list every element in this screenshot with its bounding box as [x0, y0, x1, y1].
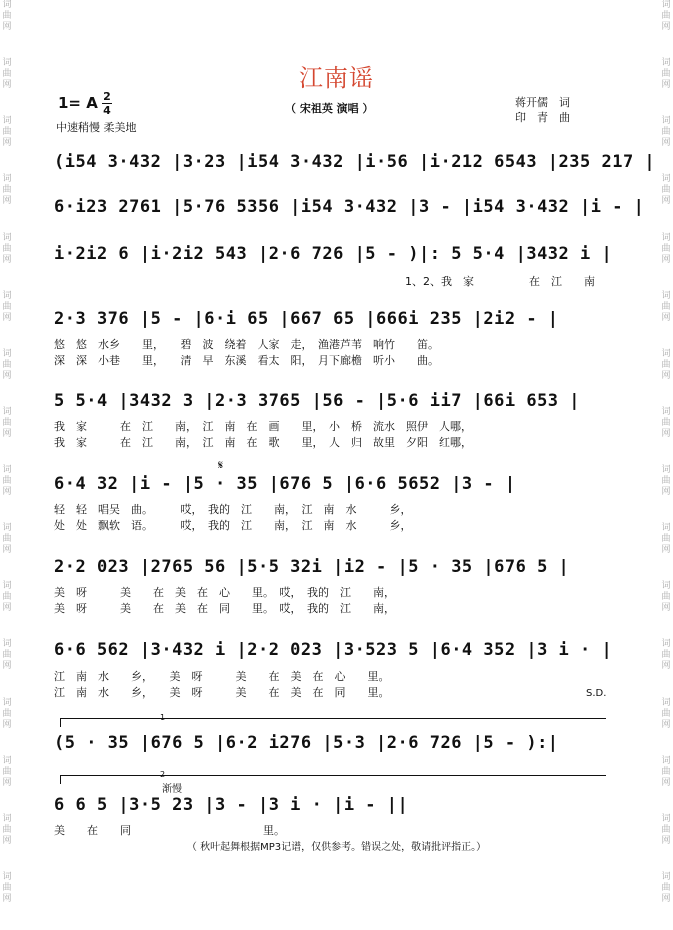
watermark-char: 曲	[2, 534, 12, 545]
watermark-char: 曲	[661, 592, 671, 603]
watermark-char: 词	[2, 174, 12, 185]
score-row-9: (5 · 35 |676 5 |6·2 i276 |5·3 |2·6 726 |5 - ):|	[54, 733, 559, 753]
watermark-char: 网	[661, 603, 671, 614]
watermark-left	[0, 0, 14, 930]
watermark-char: 词	[2, 406, 12, 417]
watermark-char: 网	[661, 719, 671, 730]
watermark-char: 网	[661, 138, 671, 149]
score-row-8: 6·6 562 |3·432 i |2·2 023 |3·523 5 |6·4 352 |3 i · |	[54, 640, 613, 660]
watermark-char: 词	[2, 755, 12, 766]
watermark-char: 网	[2, 893, 12, 904]
watermark-char: 曲	[2, 476, 12, 486]
watermark-char: 词	[2, 232, 12, 243]
watermark-char: 词	[661, 58, 671, 69]
watermark-char: 网	[661, 835, 671, 846]
watermark-char: 曲	[661, 708, 671, 719]
watermark-char: 词	[661, 290, 671, 301]
watermark-char: 网	[661, 661, 671, 672]
watermark-char: 曲	[661, 417, 671, 428]
watermark-char: 词	[2, 58, 12, 69]
watermark-char: 曲	[2, 301, 12, 312]
watermark-char: 网	[661, 893, 671, 904]
score-row-10: 6 6 5 |3·5 23 |3 - |3 i · |i - ||	[54, 795, 409, 815]
watermark-char: 词	[661, 348, 671, 359]
watermark-char: 曲	[661, 243, 671, 254]
watermark-char: 词	[2, 116, 12, 127]
lyric-row-10: 美 在 同 里。	[54, 824, 285, 837]
volta-2-number: 2	[160, 770, 166, 779]
watermark-char: 词	[661, 813, 671, 824]
lyricist-credit: 蒋开儒 词	[515, 96, 570, 109]
watermark-char: 词	[661, 0, 671, 10]
score-row-3: i·2i2 6 |i·2i2 543 |2·6 726 |5 - )|: 5 5·4 |3432 i |	[54, 244, 613, 264]
watermark-char: 词	[661, 697, 671, 708]
singer-credit: （ 宋祖英 演唱 ）	[285, 102, 374, 115]
watermark-char: 词	[2, 813, 12, 824]
verse-label: 1、2、我 家 在 江 南	[405, 275, 595, 288]
watermark-char: 词	[661, 639, 671, 650]
watermark-char: 网	[2, 196, 12, 207]
watermark-char: 词	[661, 174, 671, 185]
score-row-5: 5 5·4 |3432 3 |2·3 3765 |56 - |5·6 ii7 |66i 653 |	[54, 391, 581, 411]
watermark-char: 曲	[661, 766, 671, 777]
watermark-char: 网	[2, 80, 12, 91]
watermark-char: 词	[2, 871, 12, 882]
watermark-char: 曲	[2, 185, 12, 196]
watermark-char: 曲	[2, 127, 12, 138]
tempo-marking: 中速稍慢 柔美地	[56, 121, 137, 134]
volta-1-bracket	[60, 718, 606, 727]
segno-mark: 𝄋	[218, 458, 224, 472]
score-row-2: 6·i23 2761 |5·76 5356 |i54 3·432 |3 - |i54 3·432 |i - |	[54, 197, 645, 217]
watermark-char: 网	[661, 428, 671, 439]
watermark-char: 网	[661, 196, 671, 207]
watermark-char: 曲	[661, 882, 671, 893]
watermark-char: 词	[661, 523, 671, 534]
volta-2-bracket	[60, 775, 606, 784]
key-signature: 1= A	[58, 94, 98, 112]
watermark-char: 词	[2, 639, 12, 650]
watermark-char: 曲	[2, 824, 12, 835]
watermark-char: 网	[661, 22, 671, 32]
song-title: 江南谣	[299, 64, 374, 92]
time-bottom: 4	[103, 104, 111, 117]
watermark-char: 词	[2, 0, 12, 10]
watermark-char: 曲	[661, 824, 671, 835]
lyric-row-5a: 我 家 在 江 南， 江 南 在 画 里， 小 桥 流水 照伊 人哪，	[54, 420, 472, 433]
score-row-7: 2·2 023 |2765 56 |5·5 32i |i2 - |5 · 35 |676 5 |	[54, 557, 570, 577]
lyric-row-8b: 江 南 水 乡， 美 呀 美 在 美 在 同 里。	[54, 686, 390, 699]
watermark-char: 词	[661, 116, 671, 127]
watermark-char: 曲	[661, 359, 671, 370]
watermark-char: 词	[2, 290, 12, 301]
watermark-char: 曲	[2, 708, 12, 719]
watermark-char: 曲	[661, 127, 671, 138]
watermark-char: 网	[2, 428, 12, 439]
watermark-char: 网	[661, 312, 671, 323]
watermark-char: 词	[2, 465, 12, 475]
lyric-row-4a: 悠 悠 水乡 里， 碧 波 绕着 人家 走， 渔港芦苇 响竹 笛。	[54, 338, 439, 351]
composer-credit: 印 青 曲	[515, 111, 570, 124]
watermark-char: 词	[661, 406, 671, 417]
watermark-char: 词	[661, 465, 671, 475]
watermark-char: 网	[2, 370, 12, 381]
watermark-char: 曲	[661, 11, 671, 21]
volta-1-number: 1	[160, 713, 166, 722]
lyric-row-4b: 深 深 小巷 里， 清 早 东溪 看太 阳， 月下廊檐 听小 曲。	[54, 354, 439, 367]
watermark-char: 网	[661, 487, 671, 497]
watermark-char: 网	[2, 603, 12, 614]
watermark-char: 词	[661, 755, 671, 766]
watermark-char: 曲	[2, 243, 12, 254]
watermark-char: 曲	[661, 69, 671, 80]
score-row-6: 6·4 32 |i - |5 · 35 |676 5 |6·6 5652 |3 - |	[54, 474, 516, 494]
dal-segno-mark: S.D.	[586, 688, 607, 699]
watermark-char: 网	[2, 22, 12, 32]
watermark-char: 网	[661, 80, 671, 91]
watermark-right	[659, 0, 673, 930]
lyric-row-6a: 轻 轻 唱吴 曲。 哎， 我的 江 南， 江 南 水 乡，	[54, 503, 412, 516]
watermark-char: 网	[2, 487, 12, 497]
watermark-char: 曲	[2, 882, 12, 893]
watermark-char: 曲	[661, 301, 671, 312]
watermark-char: 网	[2, 719, 12, 730]
watermark-char: 网	[2, 254, 12, 265]
watermark-char: 词	[2, 581, 12, 592]
watermark-char: 网	[2, 312, 12, 323]
watermark-char: 词	[661, 581, 671, 592]
watermark-char: 曲	[661, 476, 671, 486]
score-row-4: 2·3 376 |5 - |6·i 65 |667 65 |666i 235 |2i2 - |	[54, 309, 559, 329]
watermark-char: 网	[2, 661, 12, 672]
watermark-char: 网	[2, 545, 12, 556]
watermark-char: 曲	[2, 69, 12, 80]
watermark-char: 词	[2, 348, 12, 359]
score-row-1: (i54 3·432 |3·23 |i54 3·432 |i·56 |i·212 6543 |235 217 |	[54, 152, 656, 172]
watermark-char: 词	[661, 871, 671, 882]
lyric-row-7b: 美 呀 美 在 美 在 同 里。 哎， 我的 江 南，	[54, 602, 395, 615]
watermark-char: 网	[2, 138, 12, 149]
lyric-row-8a: 江 南 水 乡， 美 呀 美 在 美 在 心 里。	[54, 670, 390, 683]
watermark-char: 网	[661, 777, 671, 788]
footer-note: （ 秋叶起舞根据MP3记谱，仅供参考。错误之处，敬请批评指正。）	[186, 842, 487, 853]
watermark-char: 曲	[2, 766, 12, 777]
watermark-char: 网	[661, 254, 671, 265]
watermark-char: 曲	[661, 650, 671, 661]
time-top: 2	[103, 90, 111, 103]
watermark-char: 曲	[2, 11, 12, 21]
time-signature	[102, 91, 112, 116]
lyric-row-7a: 美 呀 美 在 美 在 心 里。 哎， 我的 江 南，	[54, 586, 395, 599]
lyric-row-6b: 处 处 飘软 语。 哎， 我的 江 南， 江 南 水 乡，	[54, 519, 412, 532]
watermark-char: 曲	[2, 592, 12, 603]
watermark-char: 词	[661, 232, 671, 243]
watermark-char: 词	[2, 697, 12, 708]
watermark-char: 曲	[2, 650, 12, 661]
ritardando-mark: 渐慢	[162, 784, 182, 795]
watermark-char: 词	[2, 523, 12, 534]
watermark-char: 曲	[661, 185, 671, 196]
lyric-row-5b: 我 家 在 江 南， 江 南 在 歌 里， 人 归 故里 夕阳 红哪，	[54, 436, 472, 449]
watermark-char: 网	[661, 370, 671, 381]
watermark-char: 曲	[2, 417, 12, 428]
watermark-char: 网	[2, 835, 12, 846]
watermark-char: 网	[661, 545, 671, 556]
watermark-char: 曲	[661, 534, 671, 545]
watermark-char: 网	[2, 777, 12, 788]
watermark-char: 曲	[2, 359, 12, 370]
